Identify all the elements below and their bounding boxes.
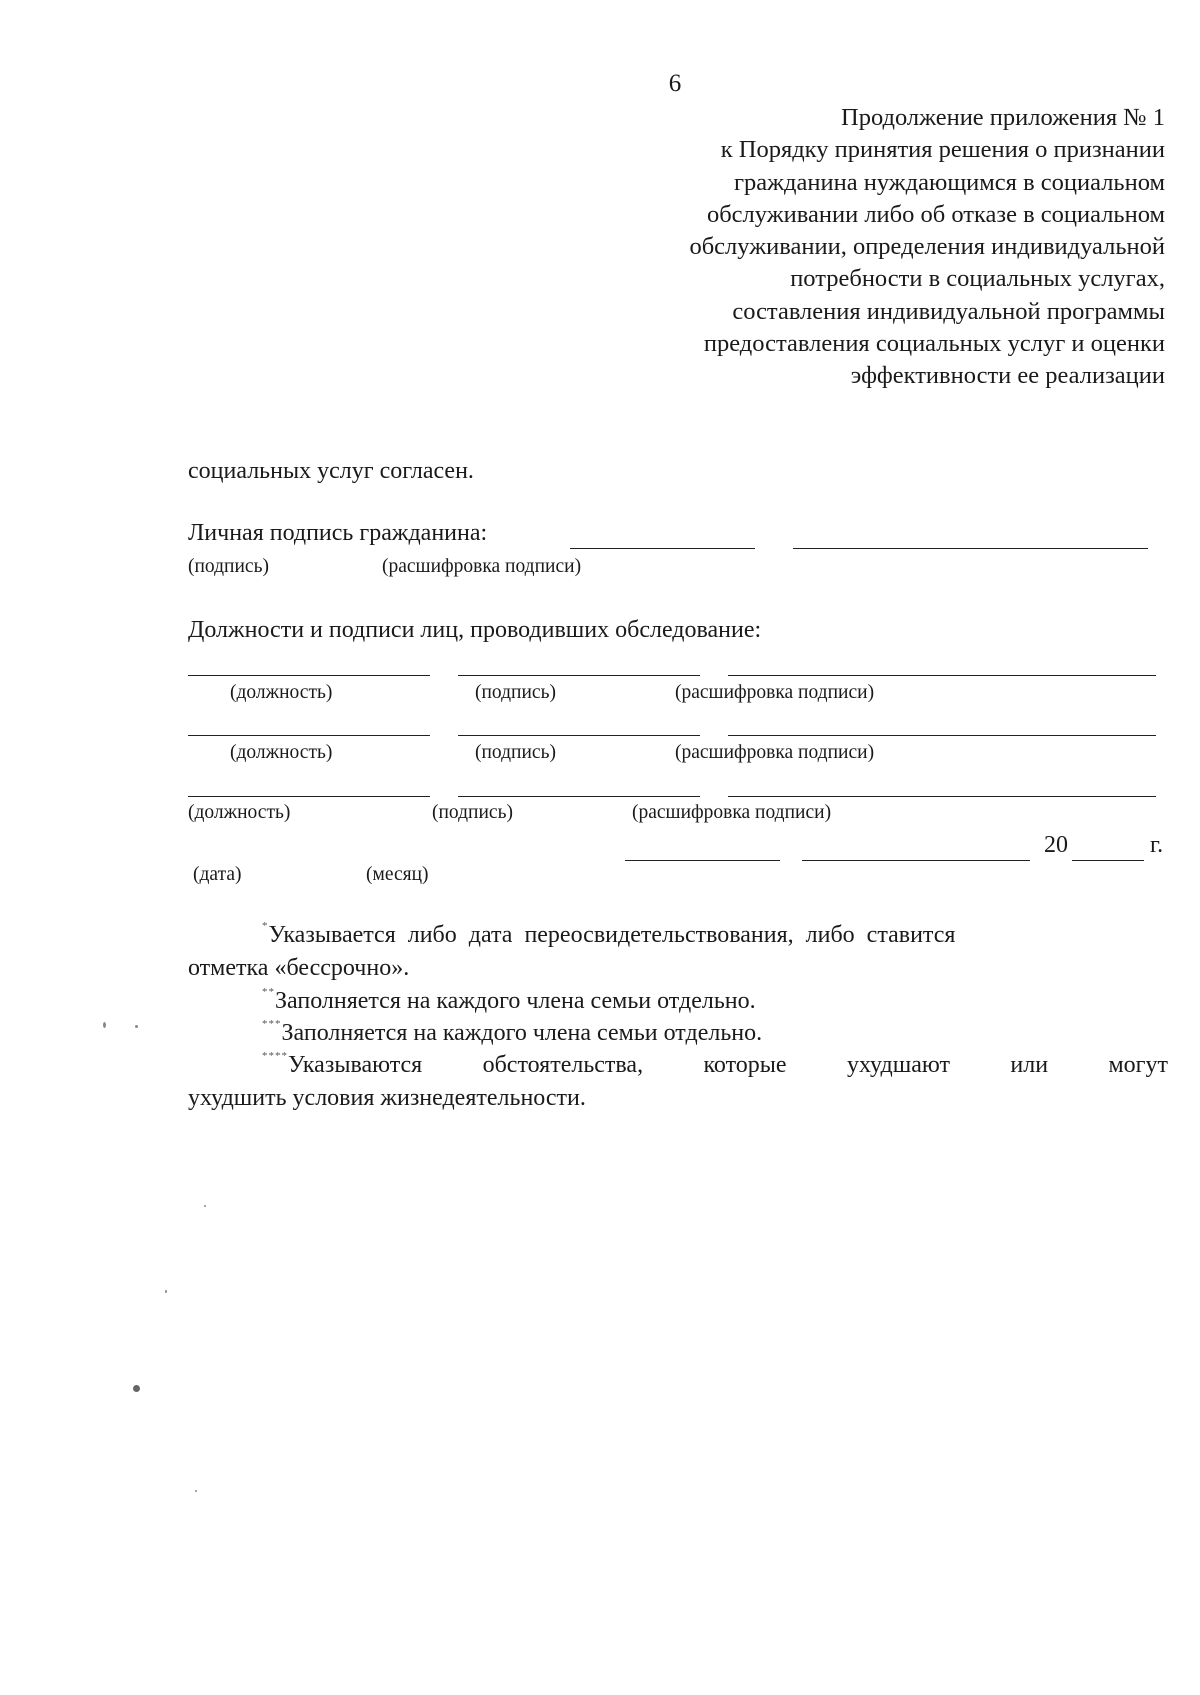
footnote-word: которые: [703, 1052, 787, 1078]
footnote-mark: ****: [262, 1050, 288, 1062]
appendix-heading: [525, 102, 1165, 393]
caption-position: (должность): [230, 682, 333, 703]
heading-line: гражданина нуждающимся в социальном: [733, 168, 1165, 196]
caption-month: (месяц): [366, 864, 429, 885]
page-number: 6: [668, 70, 682, 97]
scan-speck: [204, 1205, 206, 1207]
date-line[interactable]: [625, 860, 780, 861]
position-line[interactable]: [188, 735, 430, 736]
footnote-text: Заполняется на каждого члена семьи отдельно.: [281, 1020, 763, 1046]
scan-speck: [133, 1385, 140, 1392]
decoding-line[interactable]: [728, 675, 1156, 676]
caption-position: (должность): [230, 742, 333, 763]
agreement-text: социальных услуг согласен.: [188, 458, 474, 484]
signature-line[interactable]: [458, 675, 700, 676]
year-suffix: г.: [1150, 832, 1164, 858]
caption-date: (дата): [193, 864, 242, 885]
footnote-1-continuation: отметка «бессрочно».: [188, 955, 410, 981]
caption-signature: (подпись): [432, 802, 513, 823]
caption-decoding: (расшифровка подписи): [382, 556, 582, 577]
heading-line: потребности в социальных услугах,: [790, 265, 1165, 293]
heading-line: Продолжение приложения № 1: [841, 104, 1165, 131]
heading-line: составления индивидуальной программы: [732, 297, 1165, 325]
caption-decoding: (расшифровка подписи): [675, 682, 875, 703]
caption-signature: (подпись): [475, 742, 556, 763]
heading-line: обслуживании, определения индивидуальной: [689, 233, 1165, 261]
heading-line: эффективности ее реализации: [850, 362, 1165, 390]
officials-label: Должности и подписи лиц, проводивших обследование:: [188, 617, 762, 643]
footnote-word: ухудшают: [846, 1052, 950, 1078]
citizen-signature-line[interactable]: [570, 548, 755, 549]
footnote-1: [262, 922, 955, 949]
scan-speck: [135, 1025, 138, 1028]
scan-speck: [103, 1022, 106, 1028]
caption-signature: (подпись): [475, 682, 556, 703]
caption-decoding: (расшифровка подписи): [675, 742, 875, 763]
scan-speck: [195, 1490, 197, 1492]
footnote-text: Заполняется на каждого члена семьи отдельно.: [275, 988, 756, 1014]
caption-signature: (подпись): [188, 556, 269, 577]
footnote-word: обстоятельства,: [482, 1052, 644, 1078]
year-line[interactable]: [1072, 860, 1144, 861]
signature-line[interactable]: [458, 735, 700, 736]
heading-line: предоставления социальных услуг и оценки: [703, 330, 1165, 358]
footnote-word: могут: [1108, 1052, 1168, 1078]
footnote-3: [262, 1020, 762, 1047]
decoding-line[interactable]: [728, 796, 1156, 797]
citizen-signature-label: Личная подпись гражданина:: [188, 520, 488, 546]
footnote-word: ****Указываются: [262, 1050, 423, 1078]
position-line[interactable]: [188, 796, 430, 797]
year-prefix: 20: [1044, 832, 1068, 858]
caption-decoding: (расшифровка подписи): [632, 802, 832, 823]
footnote-mark: *: [262, 920, 269, 932]
decoding-line[interactable]: [728, 735, 1156, 736]
signature-line[interactable]: [458, 796, 700, 797]
footnote-2: [262, 988, 756, 1015]
footnote-text: Указывается либо дата переосвидетельствования, либо ставится: [268, 922, 956, 948]
citizen-decoding-line[interactable]: [793, 548, 1148, 549]
footnote-word: или: [1010, 1052, 1049, 1078]
caption-position: (должность): [188, 802, 291, 823]
heading-line: обслуживании либо об отказе в социальном: [706, 200, 1165, 228]
heading-line: к Порядку принятия решения о признании: [720, 136, 1165, 164]
month-line[interactable]: [802, 860, 1030, 861]
footnote-mark: ***: [262, 1018, 282, 1030]
position-line[interactable]: [188, 675, 430, 676]
scan-speck: [165, 1290, 167, 1293]
footnote-4: [262, 1052, 1168, 1079]
footnote-4-continuation: ухудшить условия жизнедеятельности.: [188, 1085, 586, 1111]
footnote-mark: **: [262, 986, 275, 998]
